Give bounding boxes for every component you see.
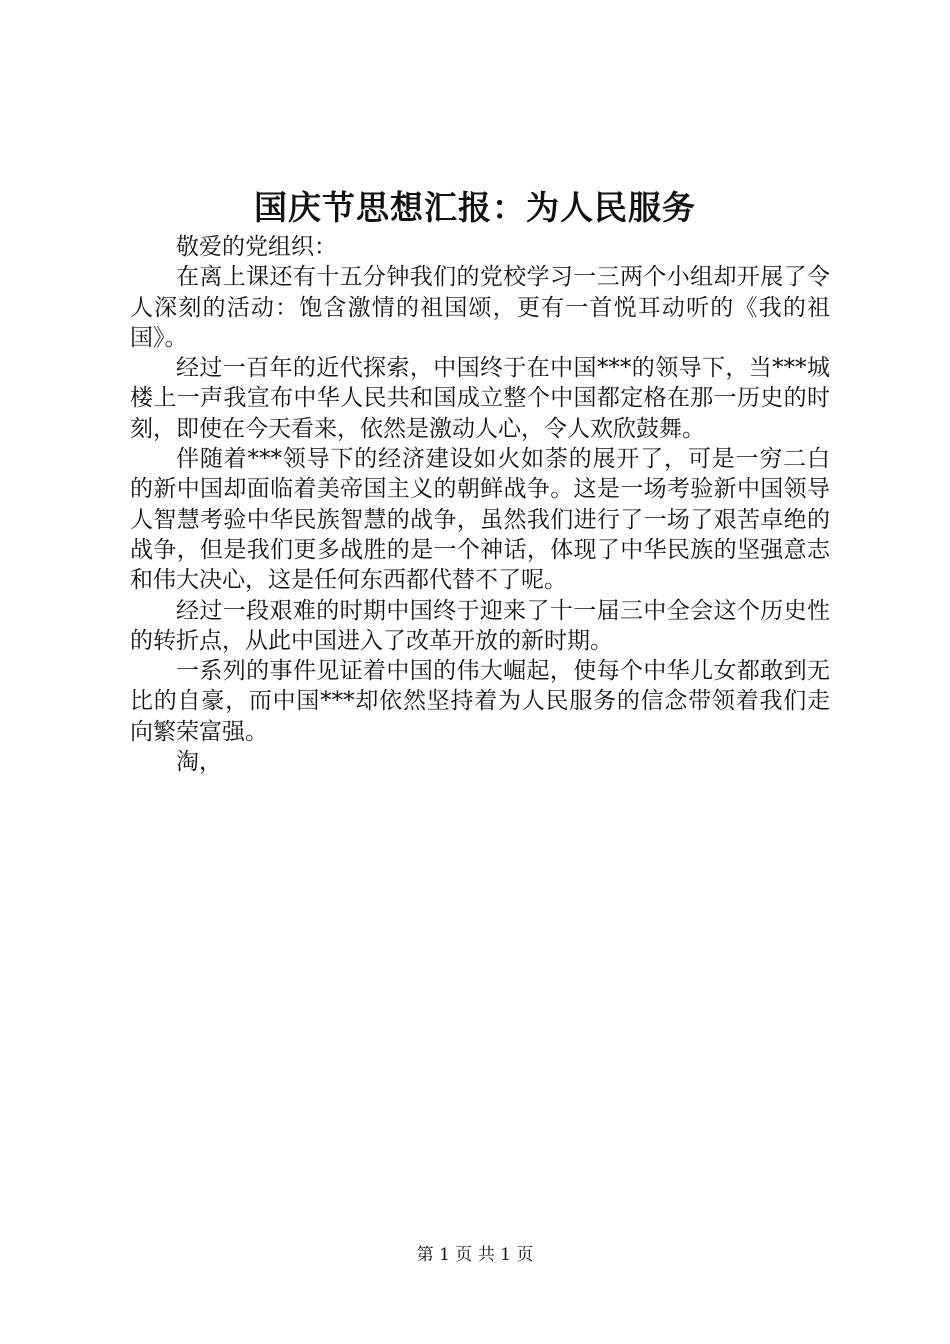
- paragraph: 淘，: [176, 749, 222, 776]
- paragraph: 伴随着***领导下的经济建设如火如荼的展开了，可是一穷二白的新中国却面临着美帝国主义的朝鲜战争。这是一场考验新中国领导人智慧考验中华民族智慧的战争，虽然我们进行了一场了艰苦卓绝的战争，但是我们更多战胜的是一个神话，体现了中华民族的坚强意志和伟大决心，这是任何东西都代替不了呢。: [130, 446, 830, 594]
- document-title: 国庆节思想汇报：为人民服务: [254, 188, 696, 227]
- paragraph: 经过一百年的近代探索，中国终于在中国***的领导下，当***城楼上一声我宣布中华人民共和国成立整个中国都定格在那一历史的时刻，即使在今天看来，依然是激动人心，令人欢欣鼓舞。: [130, 355, 830, 442]
- document-body: [130, 232, 830, 777]
- page-footer: 第 1 页 共 1 页: [416, 1245, 534, 1265]
- paragraph: 在离上课还有十五分钟我们的党校学习一三两个小组却开展了令人深刻的活动：饱含激情的祖国颂，更有一首悦耳动听的《我的祖国》。: [130, 264, 830, 351]
- paragraph: 经过一段艰难的时期中国终于迎来了十一届三中全会这个历史性的转折点，从此中国进入了改革开放的新时期。: [130, 597, 830, 654]
- paragraph-salutation: 敬爱的党组织：: [176, 234, 337, 260]
- paragraph: 一系列的事件见证着中国的伟大崛起，使每个中华儿女都敢到无比的自豪，而中国***却依然坚持着为人民服务的信念带领着我们走向繁荣富强。: [130, 658, 830, 745]
